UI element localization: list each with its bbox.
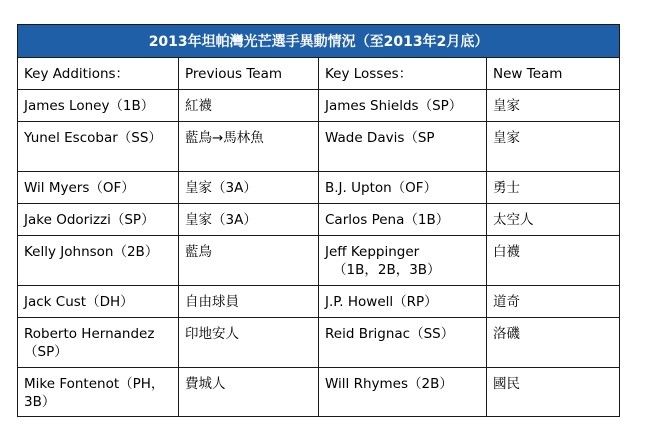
- previous-team-cell: 藍鳥→馬林魚: [179, 122, 319, 172]
- header-new-team: New Team: [487, 58, 620, 90]
- header-previous-team: Previous Team: [179, 58, 319, 90]
- addition-cell: Wil Myers（OF）: [18, 172, 179, 204]
- new-team-cell: 道奇: [487, 286, 620, 318]
- previous-team-cell: 皇家（3A）: [179, 204, 319, 236]
- loss-cell: [319, 236, 487, 286]
- table-title: 2013年坦帕灣光芒選手異動情況（至2013年2月底）: [18, 25, 620, 58]
- addition-cell: Roberto Hernandez（SP）: [18, 318, 179, 368]
- table-row: [18, 122, 620, 172]
- table-title-row: [18, 25, 620, 58]
- loss-cell: Wade Davis（SP: [319, 122, 487, 172]
- loss-cell: B.J. Upton（OF）: [319, 172, 487, 204]
- addition-cell: Jack Cust（DH）: [18, 286, 179, 318]
- previous-team-cell: 費城人: [179, 368, 319, 417]
- previous-team-cell: 紅襪: [179, 90, 319, 122]
- addition-cell: Kelly Johnson（2B）: [18, 236, 179, 286]
- new-team-cell: 白襪: [487, 236, 620, 286]
- new-team-cell: 皇家: [487, 90, 620, 122]
- roster-table-container: [17, 24, 619, 417]
- table-row: [18, 90, 620, 122]
- loss-name: Jeff Keppinger: [325, 244, 420, 260]
- loss-cell: James Shields（SP）: [319, 90, 487, 122]
- loss-cell: Reid Brignac（SS）: [319, 318, 487, 368]
- new-team-cell: 洛磯: [487, 318, 620, 368]
- addition-cell: James Loney（1B）: [18, 90, 179, 122]
- previous-team-cell: 皇家（3A）: [179, 172, 319, 204]
- new-team-cell: 國民: [487, 368, 620, 417]
- previous-team-cell: 自由球員: [179, 286, 319, 318]
- addition-cell: Mike Fontenot（PH，3B）: [18, 368, 179, 417]
- column-header-row: [18, 58, 620, 90]
- previous-team-cell: 藍鳥: [179, 236, 319, 286]
- new-team-cell: 太空人: [487, 204, 620, 236]
- table-row: [18, 368, 620, 417]
- loss-cell: Carlos Pena（1B）: [319, 204, 487, 236]
- loss-positions: （1B，2B，3B）: [333, 262, 441, 278]
- table-row: [18, 286, 620, 318]
- new-team-cell: 勇士: [487, 172, 620, 204]
- new-team-cell: 皇家: [487, 122, 620, 172]
- table-row: [18, 172, 620, 204]
- roster-changes-table: [17, 24, 620, 417]
- loss-cell: J.P. Howell（RP）: [319, 286, 487, 318]
- addition-cell: Jake Odorizzi（SP）: [18, 204, 179, 236]
- table-row: [18, 204, 620, 236]
- header-key-losses: Key Losses：: [319, 58, 487, 90]
- loss-cell: Will Rhymes（2B）: [319, 368, 487, 417]
- header-key-additions: Key Additions：: [18, 58, 179, 90]
- table-row: [18, 318, 620, 368]
- previous-team-cell: 印地安人: [179, 318, 319, 368]
- addition-cell: Yunel Escobar（SS）: [18, 122, 179, 172]
- table-row: [18, 236, 620, 286]
